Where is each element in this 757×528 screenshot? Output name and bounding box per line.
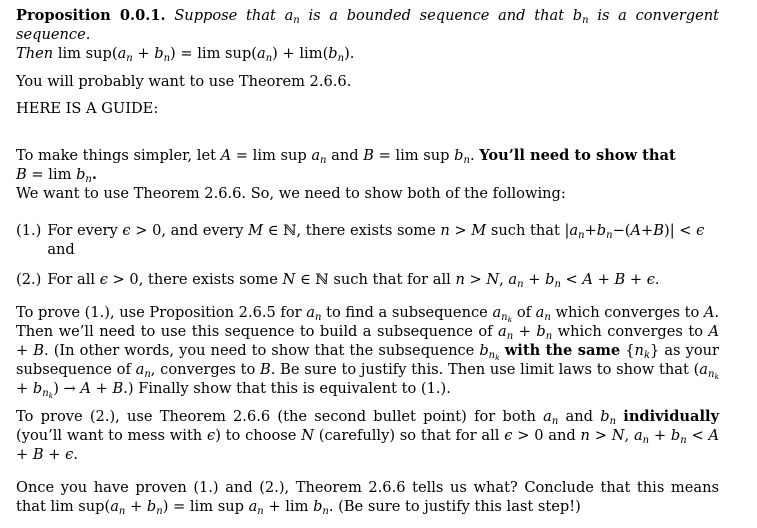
- conclusion-paragraph: Once you have proven (1.) and (2.), Theorem 2.6.6 tells us what? Conclude that this means that $\lim sup(a_n + b_n) = \lim$ sup $a_n + \lim b_n$. (Be sure to justify this last step!): [16, 479, 719, 517]
- proposition: Proposition 0.0.1. Suppose that $a_n$ is a bounded sequence and that $b_n$ is a convergent sequence. Then $\lim sup(a_n + b_n) = \lim sup(a_n) + \lim(b_n)$.: [16, 7, 720, 64]
- prove-1-bold: with the same: [504, 342, 621, 359]
- setup-bold: You’ll need to show that: [479, 147, 676, 164]
- setup-paragraph: To make things simpler, let A = lim sup $a_n$ and B = lim sup $b_n$. You’ll need to show that $B = \lim b_n$. We want to use Theorem 2.6.6. So, we need to show both of the following:: [16, 147, 676, 202]
- intro-line-2: HERE IS A GUIDE:: [16, 100, 159, 117]
- list-item-label: (1.): [16, 222, 42, 239]
- list-item-1: (1.) For every ϵ > 0, and every M ∈ ℕ, there exists some n > M such that $|a_n+b_n-(A+B)| < \epsilon$ and: [16, 222, 705, 258]
- prove-2-bold: individually: [623, 408, 720, 425]
- setup-line-3: We want to use Theorem 2.6.6. So, we need to show both of the following:: [16, 185, 566, 202]
- list-item-2: (2.) For all ϵ > 0, there exists some N ∈ ℕ such that for all n > N, $a_n + b_n < A + B + \epsilon$.: [16, 271, 660, 290]
- prove-2-paragraph: To prove (2.), use Theorem 2.6.6 (the second bullet point) for both $a_n$ and $b_n$ individually (you’ll want to mess with ϵ) to choose N (carefully) so that for all ϵ > 0 and n > N, $a_n + b_n < A + B + \epsilon$.: [16, 408, 720, 463]
- list-item-label: (2.): [16, 271, 42, 288]
- prove-1-paragraph: To prove (1.), use Proposition 2.6.5 for $a_n$ to find a subsequence $a_{n_k}$ of $a_n$ which converges to A. Then we’ll need to use this sequence to build a subsequence of $a_n + b_n$ which converges to A + B. (In other words, you need to show that the subsequence $b_{n_k}$ with the same $\{n_k\}$ as your subsequence of $a_n$, converges to B. Be sure to justify this. Then use limit laws to show that $(a_{n_k} + b_{n_k}) \to A + B$.) Finally show that this is equivalent to (1.).: [16, 304, 720, 400]
- proposition-label: Proposition 0.0.1.: [16, 7, 166, 24]
- intro-line-1: You will probably want to use Theorem 2.6.6.: [16, 73, 352, 90]
